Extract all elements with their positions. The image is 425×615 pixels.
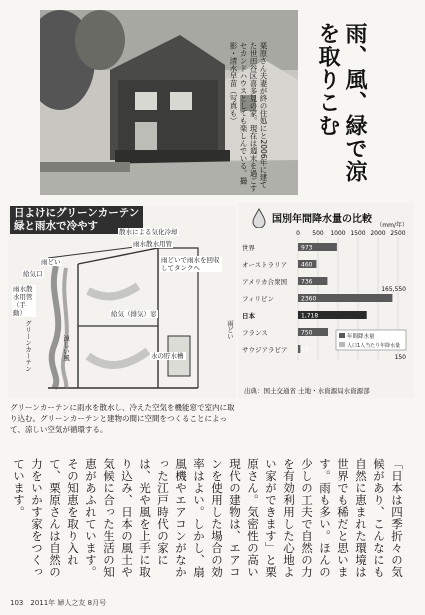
article-body: 「日本は四季折々の気候があり、こんなにも自然に恵まれた環境は世界でも稀だと思います。雨も多い。ほんの少しの工夫で自然の力を有効利用した心地よい家ができます」と栗原さん。気密性の高い現代の建物は、エアコンを使用した場合の効率はよい。しかし、扇風機やエアコンがなかった江戸時代の家には、光や風を上手に取り込み、日本の風土や気候に合った生活の知恵があふれています。その知恵を取り入れて、栗原さんは自然の力をいかす家をつくっています。	[12, 458, 404, 578]
category-label: 日本	[242, 312, 255, 320]
label-rain-tank: 雨水散水用管（手動）	[12, 285, 36, 317]
chart-unit: （mm/年）	[376, 222, 408, 229]
per-capita-label: 165,550	[381, 286, 406, 293]
precip-label: 460	[301, 261, 313, 269]
category-label: オーストラリア	[242, 261, 288, 269]
category-label: フランス	[242, 329, 268, 337]
diagram-description: グリーンカーテンに雨水を散水し、冷えた空気を機能窓で室内に取り込む。グリーンカーテンと建物の間に空間をつくることによって、涼しい空気が循環する。	[10, 403, 235, 434]
category-label: アメリカ合衆国	[242, 278, 288, 286]
legend-swatch-percapita	[339, 342, 345, 347]
label-exhaust-gas: 給気（排気）窓	[111, 310, 157, 318]
category-label: フィリピン	[242, 295, 274, 303]
rain-drop-icon	[250, 208, 268, 232]
precip-bar	[298, 345, 300, 353]
label-rain-tank-note: 雨どいで雨水を回収してタンクへ	[160, 256, 222, 272]
legend-precip: 年間降水量	[347, 334, 375, 340]
page-footer: 103 2011年 婦人之友 8月号	[10, 599, 107, 607]
precip-label: 973	[301, 244, 313, 252]
photo-caption: 栗原さん夫妻が終の住処にと2006年に建てた世田谷区喜多見の家。現在は週末を過ごすセカンドハウスとしても楽しんでいる。撮影・清水早苗（写真も）	[229, 42, 268, 192]
category-label: サウジアラビア	[242, 346, 288, 354]
tick-label: 1500	[350, 230, 366, 237]
title-box	[296, 14, 376, 194]
diagram-title-line1: 日よけにグリーンカーテン	[14, 207, 140, 219]
tick-label: 0	[296, 230, 300, 237]
tick-label: 1000	[330, 230, 346, 237]
tick-label: 2000	[370, 230, 386, 237]
label-gutter-right: 雨どい	[226, 320, 234, 340]
category-label: 世界	[242, 244, 255, 252]
precip-label: 750	[301, 329, 313, 337]
per-capita-label: 150	[394, 354, 406, 361]
page-title: 雨、風、緑で涼を取りこむ	[315, 22, 368, 183]
chart-title: 国別年間降水量の比較	[272, 214, 372, 225]
label-supply-port: 給気口	[23, 270, 43, 278]
tick-label: 2500	[390, 230, 406, 237]
label-gutter: 雨どい	[41, 258, 61, 266]
diagram-title-line2: 緑と雨水で冷やす	[14, 220, 98, 232]
label-sprinkle: 散水による気化冷却	[119, 228, 178, 236]
precip-label: 736	[301, 278, 313, 286]
precip-label: 2360	[301, 295, 317, 303]
label-green-curtain: グリーンカーテン	[24, 320, 32, 372]
label-cool-breeze: 涼しい風	[62, 335, 70, 361]
legend-per-capita: 人口1人当たり年降水量	[347, 343, 401, 349]
rainfall-chart-svg	[238, 203, 414, 398]
tick-label: 500	[312, 230, 324, 237]
precip-label: 1,718	[301, 312, 319, 320]
chart-source: 出典：国土交通省 土地・水資源局水資源部	[244, 387, 370, 395]
rainfall-chart	[238, 203, 414, 398]
label-rain-pipe: 雨水散水用管	[133, 240, 172, 248]
label-water-tank: 水の貯水槽	[150, 352, 186, 360]
precip-label: 59	[301, 346, 309, 354]
legend-swatch-precip	[339, 333, 345, 338]
